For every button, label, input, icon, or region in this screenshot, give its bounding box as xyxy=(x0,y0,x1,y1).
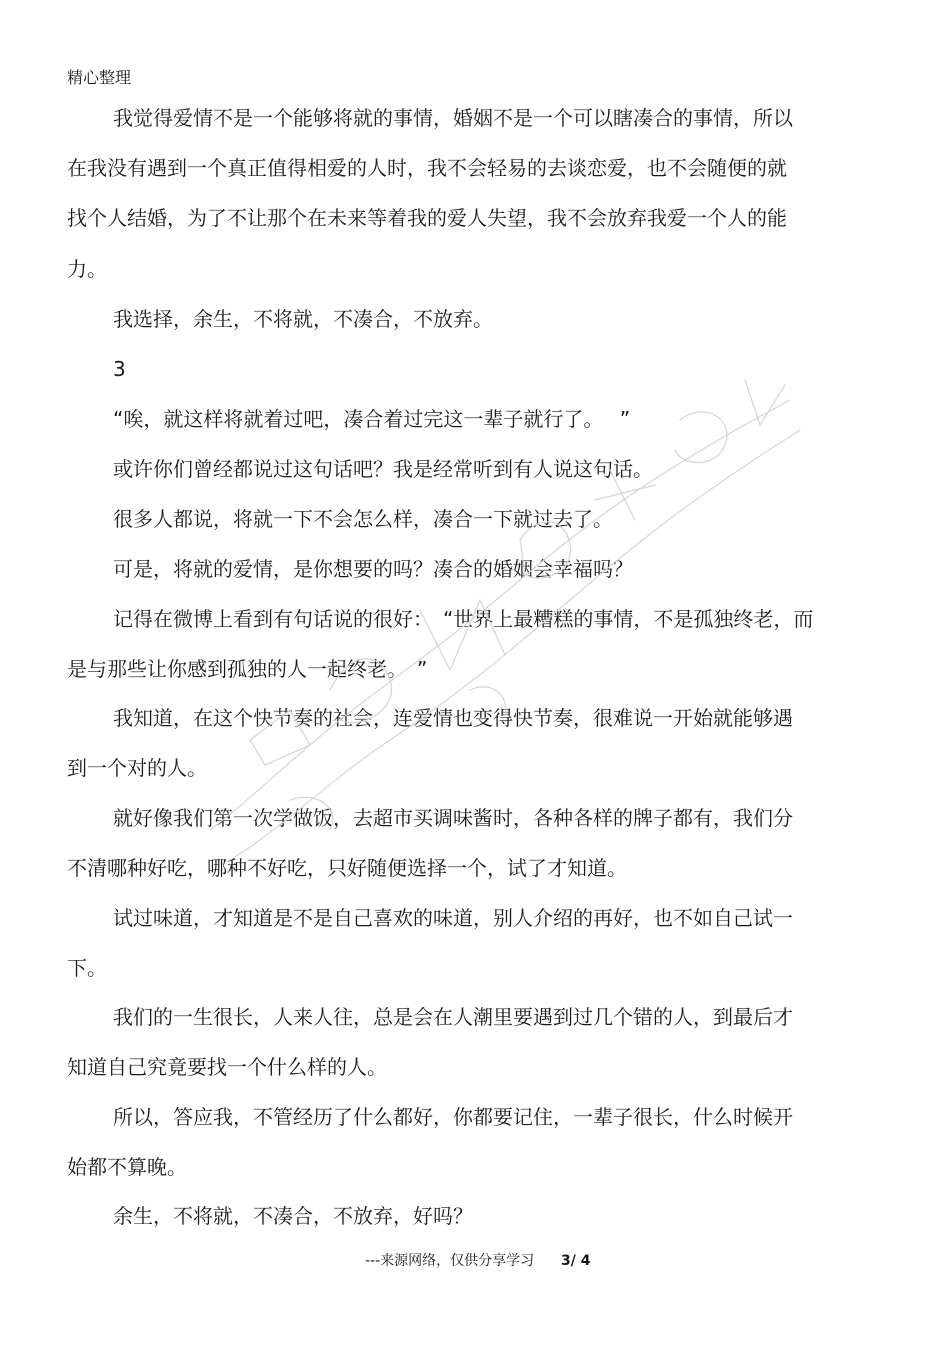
paragraph-line: 试过味道，才知道是不是自己喜欢的味道，别人介绍的再好，也不如自己试一 xyxy=(113,906,793,930)
paragraph-line: 在我没有遇到一个真正值得相爱的人时，我不会轻易的去谈恋爱，也不会随便的就 xyxy=(67,156,787,180)
paragraph-line: 很多人都说，将就一下不会怎么样，凑合一下就过去了。 xyxy=(113,507,613,531)
paragraph-line: 我选择，余生，不将就，不凑合，不放弃。 xyxy=(113,307,493,331)
paragraph-line: 就好像我们第一次学做饭，去超市买调味酱时，各种各样的牌子都有，我们分 xyxy=(113,806,793,830)
paragraph-line: 所以，答应我，不管经历了什么都好，你都要记住，一辈子很长，什么时候开 xyxy=(113,1105,793,1129)
footer-source-text: ---来源网络，仅供分享学习 xyxy=(365,1253,535,1269)
paragraph-line: 力。 xyxy=(67,257,107,281)
paragraph-line: 是与那些让你感到孤独的人一起终老。 ” xyxy=(67,657,428,681)
paragraph-line: 到一个对的人。 xyxy=(67,756,207,780)
paragraph-line: 知道自己究竟要找一个什么样的人。 xyxy=(67,1055,387,1079)
paragraph-line: 可是，将就的爱情，是你想要的吗？凑合的婚姻会幸福吗？ xyxy=(113,557,633,581)
paragraph-line: 找个人结婚，为了不让那个在未来等着我的爱人失望，我不会放弃我爱一个人的能 xyxy=(67,206,787,230)
paragraph-line: 我们的一生很长，人来人往，总是会在人潮里要遇到过几个错的人，到最后才 xyxy=(113,1005,793,1029)
paragraph-line: 我知道，在这个快节奏的社会，连爱情也变得快节奏，很难说一开始就能够遇 xyxy=(113,706,793,730)
paragraph-line: “唉，就这样将就着过吧，凑合着过完这一辈子就行了。 ” xyxy=(113,407,631,431)
paragraph-line: 始都不算晚。 xyxy=(67,1155,187,1179)
section-number: 3 xyxy=(113,357,126,381)
paragraph-line: 或许你们曾经都说过这句话吧？我是经常听到有人说这句话。 xyxy=(113,457,653,481)
paragraph-line: 不清哪种好吃，哪种不好吃，只好随便选择一个，试了才知道。 xyxy=(67,856,627,880)
paragraph-line: 我觉得爱情不是一个能够将就的事情，婚姻不是一个可以瞎凑合的事情，所以 xyxy=(113,106,793,130)
paragraph-line: 余生，不将就，不凑合，不放弃，好吗？ xyxy=(113,1204,473,1228)
header-label: 精心整理 xyxy=(67,68,132,87)
paragraph-line: 下。 xyxy=(67,956,107,980)
paragraph-line: 记得在微博上看到有句话说的很好： “世界上最糟糕的事情，不是孤独终老，而 xyxy=(113,607,814,631)
page-number: 3/ 4 xyxy=(561,1253,591,1269)
